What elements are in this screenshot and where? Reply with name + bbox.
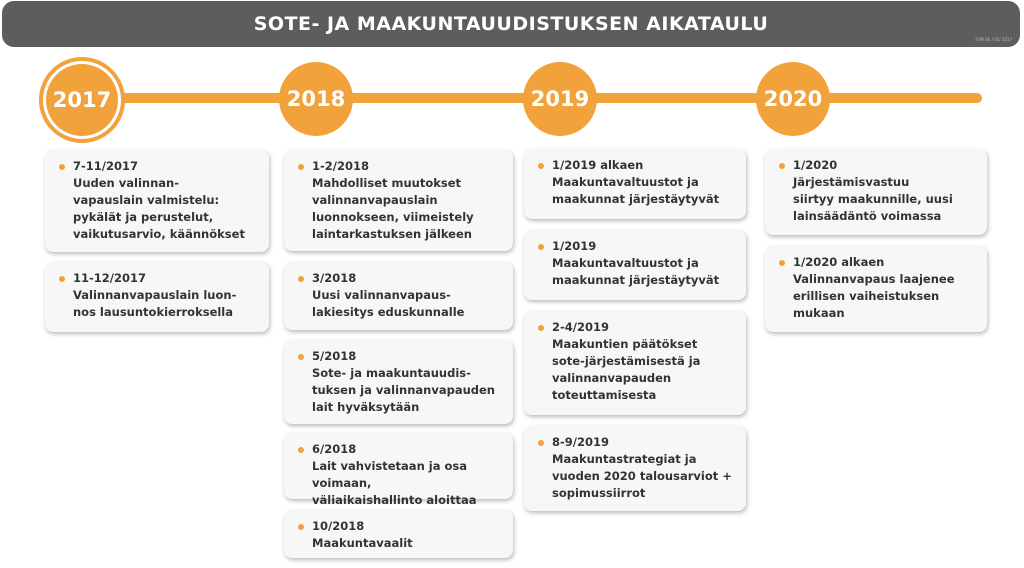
bullet-icon — [298, 524, 304, 530]
milestone-text: Sote- ja maakuntauudis- tuksen ja valinnanvapauden lait hyväksytään — [312, 366, 495, 414]
bullet-icon — [538, 163, 544, 169]
milestone-date: 8-9/2019 — [552, 435, 609, 449]
year-marker-2019 — [523, 62, 597, 136]
milestone-card — [284, 150, 513, 251]
year-marker-2017 — [39, 57, 125, 143]
milestone-date: 7-11/2017 — [73, 159, 138, 173]
bullet-icon — [298, 354, 304, 360]
bullet-icon — [59, 276, 65, 282]
milestone-card — [765, 149, 987, 235]
milestone-card — [524, 230, 746, 300]
milestone-card — [524, 426, 746, 511]
year-marker-2020 — [756, 62, 830, 136]
bullet-icon — [538, 244, 544, 250]
bullet-icon — [298, 164, 304, 170]
bullet-icon — [59, 164, 65, 170]
bullet-icon — [298, 276, 304, 282]
milestone-date: 10/2018 — [312, 519, 365, 533]
year-label: 2018 — [286, 87, 346, 111]
milestone-date: 1/2020 alkaen — [793, 255, 885, 269]
milestone-card — [284, 433, 513, 507]
milestone-date: 1/2019 alkaen — [552, 158, 644, 172]
bullet-icon — [538, 325, 544, 331]
milestone-card — [765, 246, 987, 332]
bullet-icon — [779, 163, 785, 169]
milestone-date: 1/2019 — [552, 239, 597, 253]
milestone-card — [284, 262, 513, 330]
year-label: 2017 — [52, 88, 112, 112]
milestone-card — [284, 340, 513, 424]
milestone-date: 6/2018 — [312, 442, 357, 456]
milestone-card — [524, 149, 746, 219]
milestone-text: Valinnanvapaus laajenee erillisen vaiheistuksen mukaan — [793, 272, 955, 320]
milestone-date: 11-12/2017 — [73, 271, 146, 285]
milestone-text: Uuden valinnan- vapauslain valmistelu: pykälät ja perustelut, vaikutusarvio, käännökset — [73, 176, 245, 241]
milestone-text: Valinnanvapauslain luon- nos lausuntokierroksella — [73, 288, 237, 319]
milestone-date: 5/2018 — [312, 349, 357, 363]
year-marker-2018 — [279, 62, 353, 136]
milestone-text: Maakuntavaltuustot ja maakunnat järjestäytyvät — [552, 175, 720, 206]
page-title: SOTE- JA MAAKUNTAUUDISTUKSEN AIKATAULU — [253, 13, 769, 35]
year-label: 2020 — [763, 87, 823, 111]
milestone-date: 3/2018 — [312, 271, 357, 285]
bullet-icon — [538, 440, 544, 446]
reference-code: STM 06 / 05/ 2017 — [975, 37, 1012, 42]
title-bar — [2, 1, 1020, 47]
milestone-card — [45, 262, 269, 332]
milestone-date: 1-2/2018 — [312, 159, 369, 173]
milestone-text: Maakuntastrategiat ja vuoden 2020 talousarviot + sopimussiirrot — [552, 452, 732, 500]
milestone-card — [524, 311, 746, 415]
milestone-date: 1/2020 — [793, 158, 838, 172]
milestone-date: 2-4/2019 — [552, 320, 609, 334]
milestone-text: Maakuntavaltuustot ja maakunnat järjestäytyvät — [552, 256, 720, 287]
year-label: 2019 — [530, 87, 590, 111]
milestone-text: Mahdolliset muutokset valinnanvapauslain luonnokseen, viimeistely laintarkastuksen jälkeen — [312, 176, 474, 241]
bullet-icon — [779, 260, 785, 266]
milestone-text: Uusi valinnanvapaus- lakiesitys eduskunnalle — [312, 288, 465, 319]
milestone-text: Järjestämisvastuu siirtyy maakunnille, uusi lainsäädäntö voimassa — [793, 175, 953, 223]
milestone-card — [45, 150, 269, 252]
milestone-text: Lait vahvistetaan ja osa voimaan, väliaikaishallinto aloittaa — [312, 459, 477, 507]
milestone-text: Maakuntavaalit — [312, 536, 413, 550]
bullet-icon — [298, 447, 304, 453]
milestone-card — [284, 510, 513, 558]
milestone-text: Maakuntien päätökset sote-järjestämisestä ja valinnanvapauden toteuttamisesta — [552, 337, 701, 402]
